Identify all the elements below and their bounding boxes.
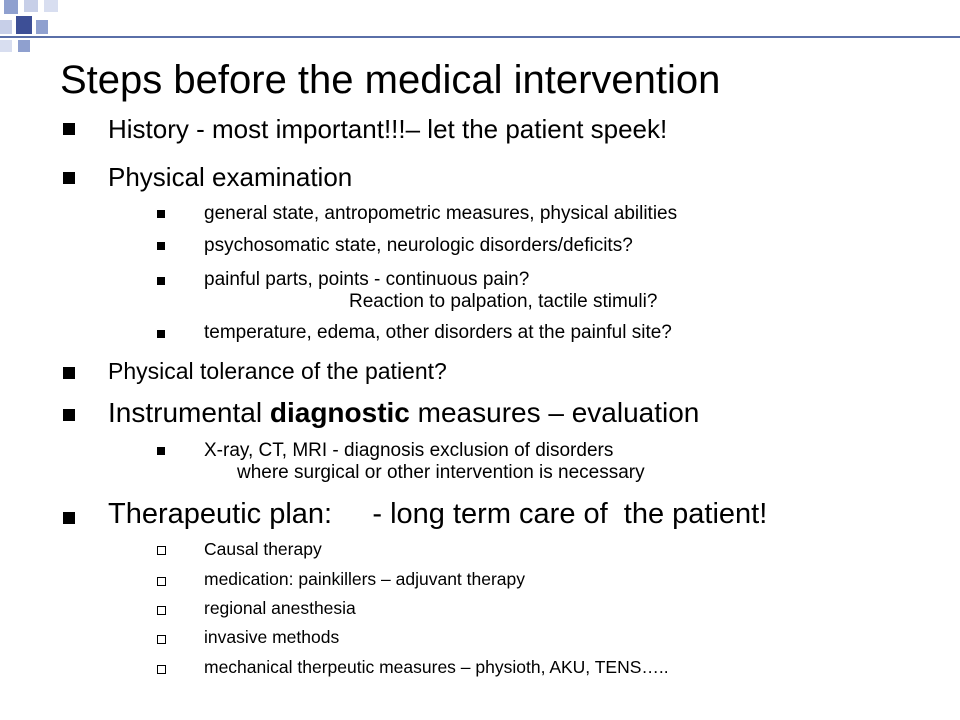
bullet-physical-examination: Physical examination <box>108 162 353 192</box>
sub-bullet-invasive-methods: invasive methods <box>204 627 340 647</box>
bullet-hollow-square <box>157 635 166 644</box>
bullet-therapeutic-plan: Therapeutic plan: - long term care of the patient! <box>108 498 768 530</box>
bullet-small-square <box>157 210 165 218</box>
bullet-history: History - most important!!!– let the patient speek! <box>108 114 668 144</box>
header-rule <box>0 36 960 38</box>
bullet-small-square <box>157 447 165 455</box>
bullet-hollow-square <box>157 577 166 586</box>
bullet-square <box>63 172 75 184</box>
instrumental-pre: Instrumental <box>108 397 270 428</box>
bullet-instrumental <box>108 397 699 429</box>
corner-decoration <box>0 0 60 60</box>
bullet-hollow-square <box>157 665 166 674</box>
painful-parts-line2: Reaction to palpation, tactile stimuli? <box>349 291 658 312</box>
bullet-physical-tolerance: Physical tolerance of the patient? <box>108 358 447 384</box>
sub-bullet-general-state: general state, antropometric measures, physical abilities <box>204 203 678 224</box>
instrumental-bold: diagnostic <box>269 397 410 428</box>
xray-line2: where surgical or other intervention is necessary <box>237 462 645 483</box>
sub-bullet-psychosomatic: psychosomatic state, neurologic disorders/deficits? <box>204 235 633 256</box>
bullet-square <box>63 123 75 135</box>
bullet-hollow-square <box>157 606 166 615</box>
painful-parts-line1: painful parts, points - continuous pain? <box>204 269 530 290</box>
bullet-square <box>63 512 75 524</box>
bullet-small-square <box>157 330 165 338</box>
bullet-small-square <box>157 277 165 285</box>
sub-bullet-temperature: temperature, edema, other disorders at the painful site? <box>204 322 672 343</box>
sub-bullet-causal-therapy: Causal therapy <box>204 539 322 559</box>
sub-bullet-painful-parts <box>204 269 657 313</box>
bullet-square <box>63 367 75 379</box>
sub-bullet-regional-anesthesia: regional anesthesia <box>204 598 356 618</box>
bullet-small-square <box>157 242 165 250</box>
sub-bullet-medication: medication: painkillers – adjuvant therapy <box>204 569 526 589</box>
xray-line1: X-ray, CT, MRI - diagnosis exclusion of disorders <box>204 440 614 461</box>
slide-title: Steps before the medical intervention <box>60 58 721 102</box>
bullet-square <box>63 409 75 421</box>
sub-bullet-xray <box>204 440 645 484</box>
sub-bullet-mechanical: mechanical therpeutic measures – physioth, AKU, TENS….. <box>204 657 669 677</box>
instrumental-post: measures – evaluation <box>409 397 700 428</box>
bullet-hollow-square <box>157 546 166 555</box>
